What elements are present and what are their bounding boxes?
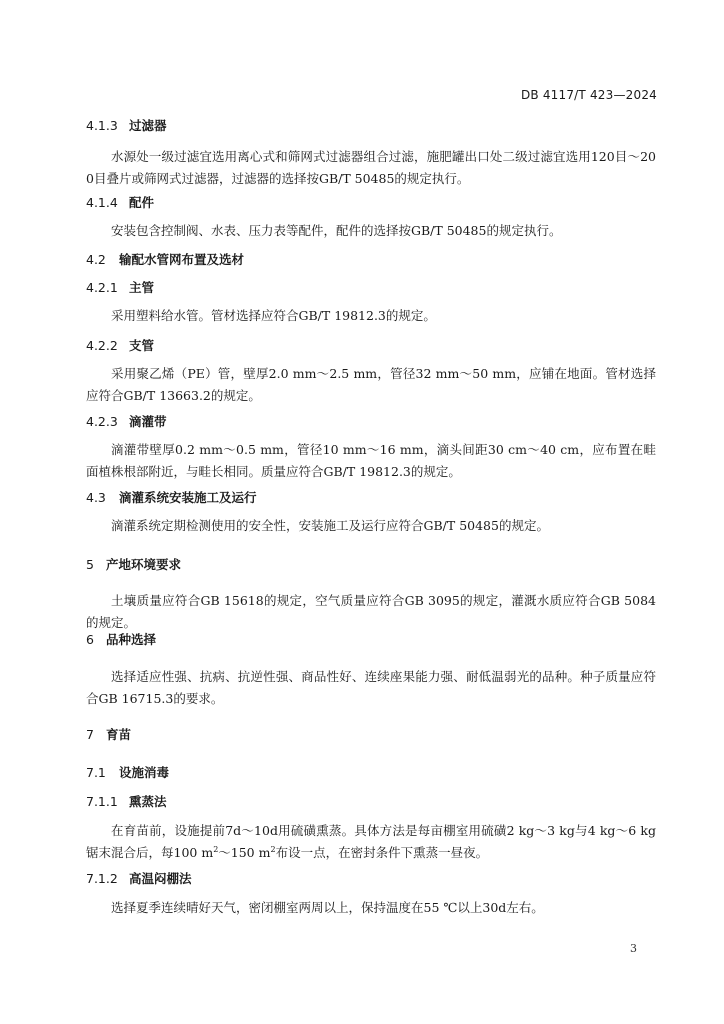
section-title: 高温闷棚法	[129, 871, 192, 886]
standard-code: DB 4117/T 423—2024	[520, 88, 657, 102]
section-heading	[86, 193, 154, 213]
section-title: 配件	[129, 195, 155, 210]
paragraph: 滴灌带壁厚0.2 mm～0.5 mm，管径10 mm～16 mm，滴头间距30 cm～40 cm，应布置在畦面植株根部附近，与畦长相同。质量应符合GB/T 19812.3的规定。	[86, 442, 656, 479]
section-heading	[86, 630, 156, 650]
section-number: 7	[86, 727, 94, 742]
section-number: 4.1.3	[86, 118, 118, 133]
paragraph: 滴灌系统定期检测使用的安全性，安装施工及运行应符合GB/T 50485的规定。	[111, 518, 549, 533]
section-heading	[86, 488, 257, 508]
paragraph: 采用塑料给水管。管材选择应符合GB/T 19812.3的规定。	[111, 308, 436, 323]
paragraph	[86, 820, 656, 864]
paragraph: 选择适应性强、抗病、抗逆性强、商品性好、连续座果能力强、耐低温弱光的品种。种子质量应符合GB 16715.3的要求。	[86, 669, 656, 706]
paragraph: 安装包含控制阀、水表、压力表等配件，配件的选择按GB/T 50485的规定执行。	[111, 223, 562, 238]
section-title: 过滤器	[129, 118, 167, 133]
section-heading	[86, 412, 167, 432]
paragraph-text: 布设一点，在密封条件下熏蒸一昼夜。	[275, 845, 489, 860]
section-number: 4.3	[86, 490, 106, 505]
section-title: 输配水管网布置及选材	[119, 252, 245, 267]
section-heading	[86, 250, 244, 270]
section-number: 4.2.2	[86, 338, 118, 353]
section-number: 4.2.1	[86, 280, 118, 295]
superscript: 2	[213, 844, 219, 854]
section-number: 7.1	[86, 765, 106, 780]
section-number: 7.1.1	[86, 794, 118, 809]
paragraph-text: ～150 m	[218, 845, 271, 860]
paragraph: 水源处一级过滤宜选用离心式和筛网式过滤器组合过滤，施肥罐出口处二级过滤宜选用120目～200目叠片或筛网式过滤器，过滤器的选择按GB/T 50485的规定执行。	[86, 149, 656, 186]
section-title: 育苗	[106, 727, 132, 742]
section-number: 5	[86, 557, 94, 572]
section-heading	[86, 792, 167, 812]
page-number: 3	[630, 942, 637, 955]
section-title: 主管	[129, 280, 155, 295]
section-title: 产地环境要求	[106, 557, 182, 572]
section-heading	[86, 763, 169, 783]
paragraph-text: 在育苗前，设施提前7d～10d用硫磺熏蒸。具体方法是每亩棚室用硫磺2 kg～3 kg与4 kg～6 kg锯末混合后，每100 m	[86, 823, 656, 860]
section-title: 滴灌系统安装施工及运行	[119, 490, 257, 505]
section-number: 4.1.4	[86, 195, 118, 210]
section-number: 7.1.2	[86, 871, 118, 886]
section-number: 6	[86, 632, 94, 647]
section-heading	[86, 336, 154, 356]
paragraph: 选择夏季连续晴好天气，密闭棚室两周以上，保持温度在55 ℃以上30d左右。	[111, 900, 544, 915]
section-title: 支管	[129, 338, 155, 353]
section-title: 品种选择	[106, 632, 157, 647]
section-heading	[86, 278, 154, 298]
section-number: 4.2	[86, 252, 106, 267]
section-title: 熏蒸法	[129, 794, 167, 809]
section-title: 设施消毒	[119, 765, 170, 780]
section-heading	[86, 725, 131, 745]
paragraph: 采用聚乙烯（PE）管，壁厚2.0 mm～2.5 mm，管径32 mm～50 mm，应铺在地面。管材选择应符合GB/T 13663.2的规定。	[86, 366, 656, 403]
section-title: 滴灌带	[129, 414, 167, 429]
superscript: 2	[270, 844, 276, 854]
section-heading	[86, 116, 167, 136]
section-number: 4.2.3	[86, 414, 118, 429]
paragraph: 土壤质量应符合GB 15618的规定，空气质量应符合GB 3095的规定，灌溉水质应符合GB 5084的规定。	[86, 593, 656, 630]
section-heading	[86, 869, 192, 889]
section-heading	[86, 555, 181, 575]
